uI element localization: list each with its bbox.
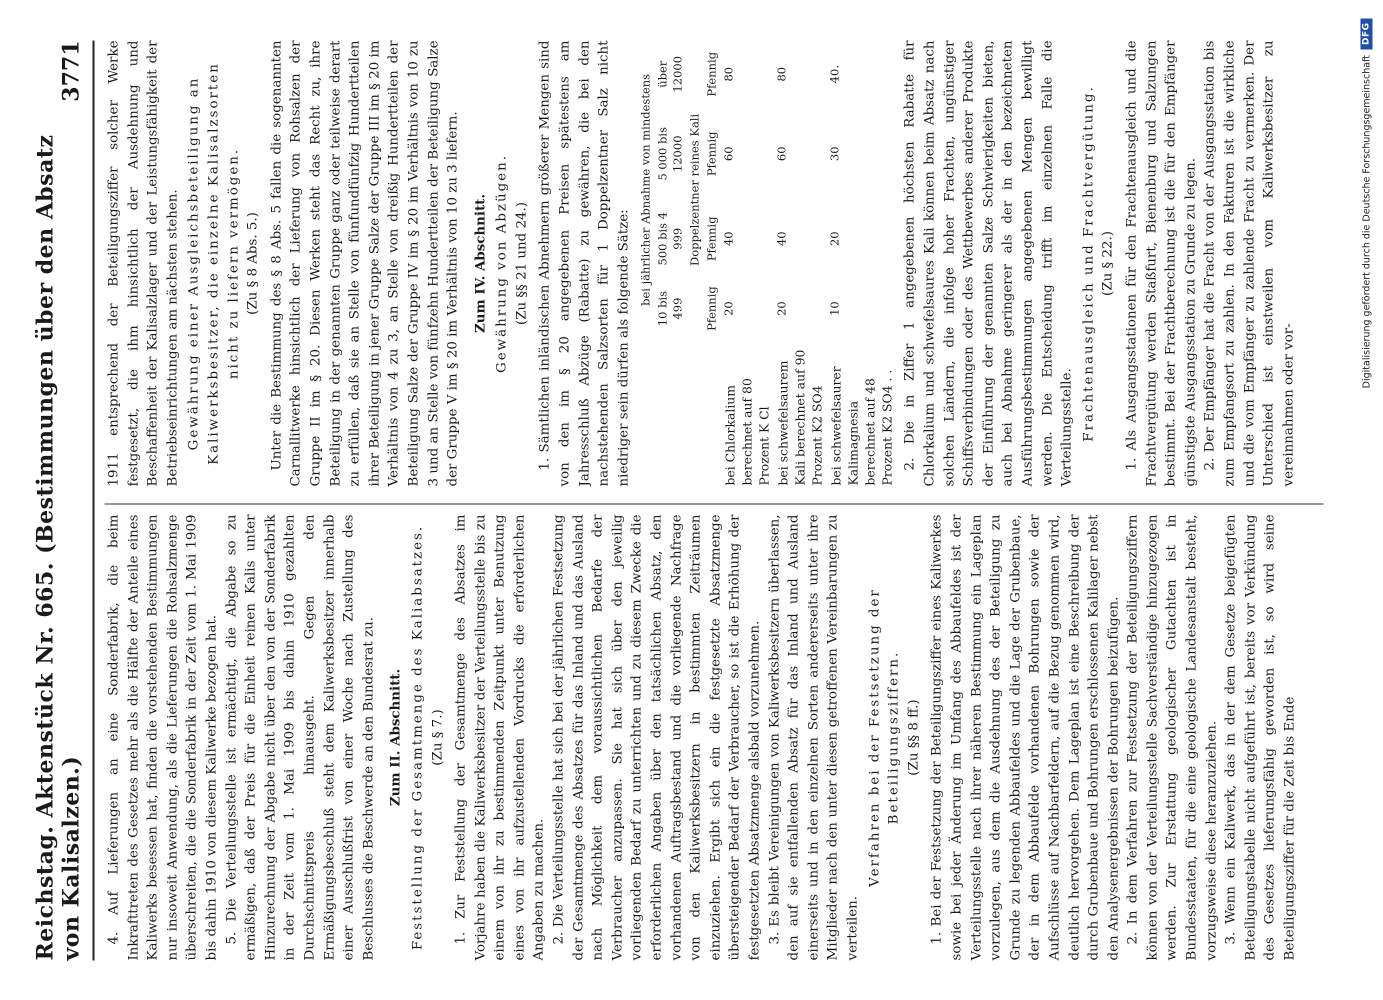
section-heading: Zum IV. Abschnitt. xyxy=(471,193,488,333)
digitization-text: Digitalisierung gefördert durch die Deutsche Forschungsgemeinschaft xyxy=(1360,54,1372,388)
dfg-logo: DFG xyxy=(1360,18,1372,49)
paragraph: 2. Die Verteilungsstelle hat sich bei der jährlichen Festsetzung der Gesamtmenge des Absatzes für das Inland und das Ausland nach Möglichkeit dem voraussichtlichen Bedarfe der Verbraucher anzupassen. Sie hat sich über den jeweilig vorliegenden Bedarf zu unterrichten und zu diesem Zwecke die erforderlichen Angaben über den tatsächlichen Absatz, den vorhandenen Auftragsbestand und die vorliegende Nachfrage von den Kaliwerksbesitzern in bestimmten Zeiträumen einzuziehen. Ergibt sich ein die festgesetzte Absatzmenge übersteigender Bedarf der Verbraucher, so ist die Erhöhung der festgesetzten Absatzmenge alsbald vorzunehmen. xyxy=(551,514,762,960)
table-row xyxy=(773,40,826,486)
paragraph: 2. Der Empfänger hat die Fracht von der Ausgangsstation bis zum Empfangsort zu zahlen. In den Fakturen ist die wirkliche und die vom Empfänger zu zahlende Fracht zu vermerken. Der Unterschied ist einstweilen vom Kaliwerksbesitzer zu vereinnahmen oder vor- xyxy=(1202,40,1296,486)
table-cell: 60 xyxy=(721,145,736,161)
table-cell: 40 xyxy=(721,230,736,246)
paragraph: 2. Die in Ziffer 1 angegebenen höchsten Rabatte für Chlorkalium und schwefelsaures Kali können beim Absatz nach solchen Ländern, die infolge hoher Frachten, ungünstiger Schiffsverbindungen oder des Wettbewerbes anderer Produkte der Einführung der genannten Salze Schwierigkeiten bieten, auch bei Abnahme geringerer als der in den bezeichneten Ausführungsbestimmungen angegebenen Mengen bewilligt werden. Die Entscheidung trifft im einzelnen Falle die Verteilungsstelle. xyxy=(902,40,1075,486)
section-reference: (Zu § 7.) xyxy=(429,708,445,766)
page-number: 3771 xyxy=(58,40,84,102)
table-cell: 20 xyxy=(827,230,842,246)
paragraph: 2. In dem Verfahren zur Festsetzung der Beteiligungsziffern können von der Verteilungsstelle Sachverständige hinzugezogen werden. Zur Erstattung geologischer Gutachten ist in Bundesstaaten, für die eine geologische Landesanstalt besteht, vorzugsweise diese heranzuziehen. xyxy=(1125,514,1219,960)
section-subheading: Feststellung der Gesamtmenge des Kaliabsatzes. xyxy=(409,524,425,950)
table-unit: Doppelzentner reines Kali xyxy=(687,113,702,266)
table-cell: 80 xyxy=(774,66,789,82)
paragraph: 1. Als Ausgangsstationen für den Frachtenausgleich und die Frachtvergütung werden Staßfurt, Bienenburg und Salzungen bestimmt. Bei der Frachtberechnung ist die für den Empfänger günstigste Ausgangsstation zu Grunde zu legen. xyxy=(1123,40,1198,486)
table-currency: Pfennig xyxy=(704,51,719,97)
table-cell: 80 xyxy=(721,66,736,82)
table-cell: 40. xyxy=(827,64,842,83)
running-title: Reichstag. Aktenstück Nr. 665. (Bestimmungen über den Absatz von Kalisalzen.) xyxy=(32,134,84,960)
paragraph: 1911 entsprechend der Beteiligungsziffer solcher Werke festgesetzt, die ihm hinsichtlich der Ausdehnung und Beschaffenheit der Kalisalzlager und der Leistungsfähigkeit der Betriebseinrichtungen am nächsten stehen. xyxy=(106,40,180,486)
page-header xyxy=(32,40,84,960)
table-cell: 60 xyxy=(774,145,789,161)
table-caption: bei jährlicher Abnahme von mindestens xyxy=(638,73,653,306)
table-column-header: 5 000 bis 12000 xyxy=(655,126,685,181)
paragraph: 1. Sämtlichen inländischen Abnehmern größerer Mengen sind von den im § 20 angegebenen Preisen spätestens am Jahresschluß Abzüge (Rabatte) zu gewähren, die bei den nachstehenden Salzsorten für 1 Doppelzentner Salz nicht niedriger sein dürfen als folgende Sätze: xyxy=(537,40,631,486)
paragraph: 4. Auf Lieferungen an eine Sonderfabrik, die beim Inkrafttreten des Gesetzes mehr als die Hälfte der Anteile eines Kaliwerks besessen hat, finden die vorstehenden Bestimmungen nur insoweit Anwendung, als die Lieferungen die Rohsalzmenge überschreiten, die die Sonderfabrik in der Zeit vom 1. Mai 1909 bis dahin 1910 von diesem Kaliwerke bezogen hat. xyxy=(106,514,219,960)
table-currency: Pfennig xyxy=(704,285,719,331)
rebate-table xyxy=(637,40,896,486)
row-label: bei schwefelsaurem Kali berechnet auf 90 Prozent K2 SO4 xyxy=(775,349,825,485)
table-cell: 30 xyxy=(827,145,842,161)
table-row xyxy=(826,40,896,486)
table-cell: 20 xyxy=(721,300,736,316)
section-reference: (Zu §§ 8 ff.) xyxy=(905,698,921,776)
section-subheading: Verfahren bei der Festsetzung der Beteiligungsziffern. xyxy=(866,587,902,887)
digitization-note xyxy=(1357,18,1375,982)
table-column-header: 500 bis 4 999 xyxy=(655,211,685,265)
column-divider xyxy=(104,503,1323,504)
right-column xyxy=(104,40,1323,486)
section-reference: (Zu §§ 21 und 24.) xyxy=(513,201,529,325)
table-column-header: 10 bis 499 xyxy=(655,290,685,326)
paragraph: 1. Bei der Festsetzung der Beteiligungsziffer eines Kaliwerkes sowie bei jeder Änderung im Umfang des Abbaufeldes ist der Verteilungsstelle nach ihrer näheren Bestimmung ein Lageplan vorzulegen, aus dem die Ausdehnung des der Beteiligung zu Grunde zu legenden Abbaufeldes und die Lage der Grubenbaue, der in dem Abbaufelde vorhandenen Bohrungen sowie der Aufschlüsse auf Nachbarfeldern, auf die Bezug genommen wird, deutlich hervorgehen. Dem Lageplan ist eine Beschreibung der durch Grubenbaue und Bohrungen erschlossenen Kalilager nebst den Analysenergebnissen der Bohrungen beizufügen. xyxy=(929,514,1121,960)
paragraph: 3. Es bleibt Vereinigungen von Kaliwerksbesitzern überlassen, den auf sie entfallenden Absatz für das Inland und Ausland einerseits und in den einzelnen Sorten andererseits unter ihre Mitglieder nach den unter diesen getroffenen Vereinbarungen zu verteilen. xyxy=(766,514,860,960)
table-cell: 20 xyxy=(774,300,789,316)
section-heading: Zum II. Abschnitt. xyxy=(387,668,404,806)
table-currency: Pfennig xyxy=(704,215,719,261)
section-subheading: Gewährung von Abzügen. xyxy=(494,153,510,373)
row-label: bei schwefelsaurer Kalimagnesia berechnet auf 48 Prozent K2 SO4 . . xyxy=(828,365,895,485)
section-subheading: Frachtenausgleich und Frachtvergütung. xyxy=(1080,84,1096,442)
paragraph: Unter die Bestimmung des § 8 Abs. 5 fallen die sogenannten Carnallitwerke hinsichtlich der Lieferung von Rohsalzen der Gruppe II im § 20. Diesen Werken steht das Recht zu, ihre Beteiligung in der genannten Gruppe ganz oder teilweise derart zu erfüllen, daß sie an Stelle von fünfundfünfzig Hundertteilen ihrer Beteiligung in jener Gruppe Salze der Gruppe III im § 20 im Verhältnis von 4 zu 3, an Stelle von dreißig Hundertteilen der Beteiligung Salze der Gruppe IV im § 20 im Verhältnis von 10 zu 3 und an Stelle von fünfzehn Hundertteilen der Beteiligung Salze der Gruppe V im § 20 im Verhältnis von 10 zu 3 liefern. xyxy=(268,40,461,486)
header-rule xyxy=(92,40,94,960)
table-column-header: über 12000 xyxy=(655,55,685,93)
section-reference: (Zu § 8 Abs. 5.) xyxy=(245,211,261,315)
row-label: bei Chlorkalium berechnet auf 80 Prozent K Cl xyxy=(722,377,772,485)
table-currency: Pfennig xyxy=(704,130,719,176)
section-subheading: Gewährung einer Ausgleichsbeteiligung an Kaliwerksbesitzer, die einzelne Kalisalzsorten nicht zu liefern vermögen. xyxy=(186,61,241,465)
table-cell: 40 xyxy=(774,230,789,246)
paragraph: 1. Zur Feststellung der Gesamtmenge des Absatzes im Vorjahre haben die Kaliwerksbesitzer der Verteilungsstelle bis zu einem von ihr zu bestimmenden Zeitpunkt unter Benutzung eines von ihr aufzustellenden Vordrucks die erforderlichen Angaben zu machen. xyxy=(453,514,547,960)
table-cell: 10 xyxy=(827,300,842,316)
left-column xyxy=(104,514,1323,960)
paragraph: 5. Die Verteilungsstelle ist ermächtigt, die Abgabe so zu ermäßigen, daß der Preis für die Einheit reinen Kalis unter Hinzurechnung der Abgabe nicht über den von der Sonderfabrik in der Zeit vom 1. Mai 1909 bis dahin 1910 gezahlten Durchschnittspreis hinausgeht. Gegen den Ermäßigungsbeschluß steht dem Kaliwerksbesitzer innerhalb einer Ausschlußfrist von einer Woche nach Zustellung des Beschlusses die Beschwerde an den Bundesrat zu. xyxy=(223,514,376,960)
table-row xyxy=(720,40,773,486)
paragraph: 3. Wenn ein Kaliwerk, das in der dem Gesetze beigefügten Beteiligungstabelle nicht aufgeführt ist, bereits vor Verkündung des Gesetzes lieferungsfähig geworden ist, so wird seine Beteiligungsziffer für die Zeit bis Ende xyxy=(1223,514,1298,960)
section-reference: (Zu § 22.) xyxy=(1100,230,1116,296)
